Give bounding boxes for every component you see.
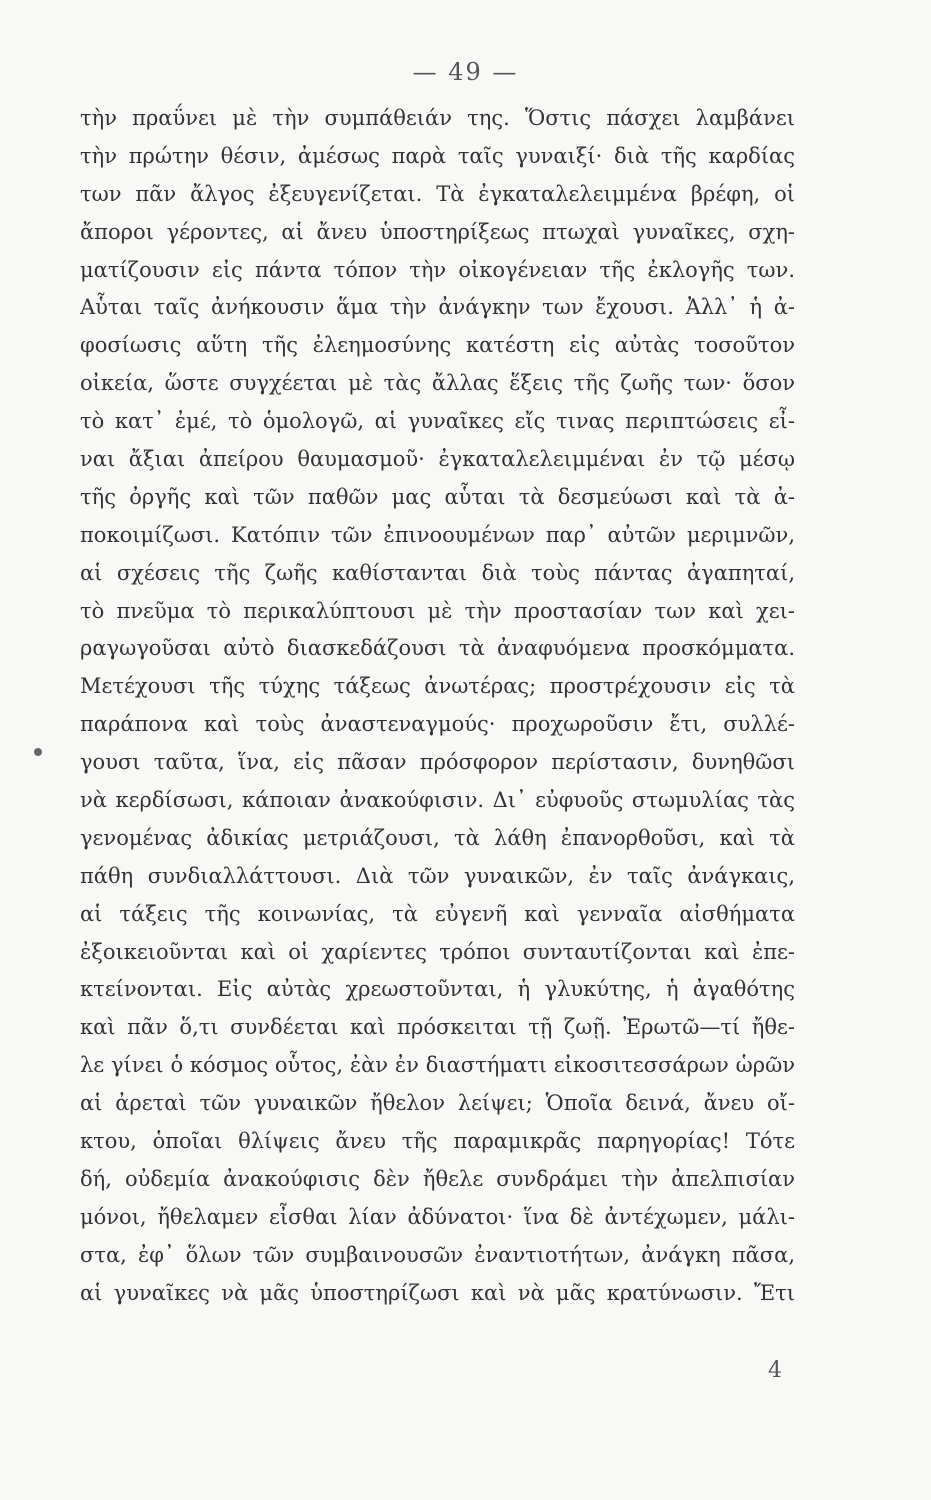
text-line: ποκοιμίζωσι. Κατόπιν τῶν ἐπινοουμένων παρ᾽ αὐτῶν μεριμνῶν, — [80, 522, 795, 547]
text-line: αἱ τάξεις τῆς κοινωνίας, τὰ εὐγενῆ καὶ γενναῖα αἰσθήματα — [80, 901, 795, 926]
text-line: αἱ ἀρεταὶ τῶν γυναικῶν ἤθελον λείψει; Ὁποῖα δεινά, ἄνευ οἴ- — [80, 1091, 795, 1116]
text-line: ματίζουσιν εἰς πάντα τόπον τὴν οἰκογένειαν τῆς ἐκλογῆς των. — [80, 257, 795, 282]
text-line: Μετέχουσι τῆς τύχης τάξεως ἀνωτέρας; προστρέχουσιν εἰς τὰ — [80, 674, 795, 699]
text-line: γενομένας ἀδικίας μετριάζουσι, τὰ λάθη ἐπανορθοῦσι, καὶ τὰ — [80, 825, 795, 850]
text-line: τὸ κατ᾽ ἐμέ, τὸ ὁμολογῶ, αἱ γυναῖκες εἴς τινας περιπτώσεις εἶ- — [80, 409, 795, 434]
body-text — [80, 100, 795, 1313]
text-line: αἱ σχέσεις τῆς ζωῆς καθίστανται διὰ τοὺς πάντας ἀγαπηταί, — [80, 560, 795, 585]
text-line: αἱ γυναῖκες νὰ μᾶς ὑποστηρίζωσι καὶ νὰ μᾶς κρατύνωσιν. Ἔτι — [80, 1280, 795, 1305]
text-line: ἄποροι γέροντες, αἱ ἄνευ ὑποστηρίξεως πτωχαὶ γυναῖκες, σχη- — [80, 219, 795, 244]
signature-mark: 4 — [768, 1358, 782, 1383]
text-line: φοσίωσις αὕτη τῆς ἐλεημοσύνης κατέστη εἰς αὐτὰς τοσοῦτον — [80, 333, 795, 358]
text-line: λε γίνει ὁ κόσμος οὗτος, ἐὰν ἐν διαστήματι εἰκοσιτεσσάρων ὡρῶν — [80, 1053, 795, 1078]
text-line: καὶ πᾶν ὅ,τι συνδέεται καὶ πρόσκειται τῇ ζωῇ. Ἐρωτῶ—τί ἤθε- — [80, 1015, 795, 1040]
text-line: παράπονα καὶ τοὺς ἀναστεναγμούς· προχωροῦσιν ἔτι, συλλέ- — [80, 712, 795, 737]
text-line: τῆς ὀργῆς καὶ τῶν παθῶν μας αὗται τὰ δεσμεύωσι καὶ τὰ ἀ- — [80, 484, 795, 509]
text-line: τὴν πραΰνει μὲ τὴν συμπάθειάν της. Ὅστις πάσχει λαμβάνει — [80, 106, 795, 130]
text-line: στα, ἐφ᾽ ὅλων τῶν συμβαινουσῶν ἐναντιοτήτων, ἀνάγκη πᾶσα, — [80, 1242, 795, 1267]
text-line: μόνοι, ἤθελαμεν εἶσθαι λίαν ἀδύνατοι· ἵνα δὲ ἀντέχωμεν, μάλι- — [80, 1204, 795, 1229]
text-line: τὴν πρώτην θέσιν, ἀμέσως παρὰ ταῖς γυναιξί· διὰ τῆς καρδίας — [80, 143, 795, 168]
margin-mark — [34, 748, 42, 756]
page-number-header: — 49 — — [412, 58, 519, 86]
text-line: κτου, ὁποῖαι θλίψεις ἄνευ τῆς παραμικρᾶς παρηγορίας! Τότε — [80, 1129, 795, 1154]
text-line: ραγωγοῦσαι αὐτὸ διασκεδάζουσι τὰ ἀναφυόμενα προσκόμματα. — [80, 636, 795, 661]
text-line: οἰκεία, ὥστε συγχέεται μὲ τὰς ἄλλας ἕξεις τῆς ζωῆς των· ὅσον — [80, 371, 795, 396]
text-line: των πᾶν ἄλγος ἐξευγενίζεται. Τὰ ἐγκαταλελειμμένα βρέφη, οἱ — [80, 181, 795, 206]
text-line: Αὗται ταῖς ἀνήκουσιν ἅμα τὴν ἀνάγκην των ἔχουσι. Ἀλλ᾽ ἡ ἀ- — [80, 295, 795, 320]
text-line: ἐξοικειοῦνται καὶ οἱ χαρίεντες τρόποι συνταυτίζονται καὶ ἐπε- — [80, 939, 795, 964]
text-line: τὸ πνεῦμα τὸ περικαλύπτουσι μὲ τὴν προστασίαν των καὶ χει- — [80, 598, 795, 623]
text-line: δή, οὐδεμία ἀνακούφισις δὲν ἤθελε συνδράμει τὴν ἀπελπισίαν — [80, 1166, 795, 1191]
text-line: γουσι ταῦτα, ἵνα, εἰς πᾶσαν πρόσφορον περίστασιν, δυνηθῶσι — [80, 750, 795, 775]
text-line: νὰ κερδίσωσι, κάποιαν ἀνακούφισιν. Δι᾽ εὐφυοῦς στωμυλίας τὰς — [80, 788, 795, 813]
text-line: πάθη συνδιαλλάττουσι. Διὰ τῶν γυναικῶν, ἐν ταῖς ἀνάγκαις, — [80, 863, 795, 888]
text-line: κτείνονται. Εἰς αὐτὰς χρεωστοῦνται, ἡ γλυκύτης, ἡ ἀγαθότης — [80, 977, 795, 1002]
text-line: ναι ἄξιαι ἀπείρου θαυμασμοῦ· ἐγκαταλελειμμέναι ἐν τῷ μέσῳ — [80, 447, 795, 472]
